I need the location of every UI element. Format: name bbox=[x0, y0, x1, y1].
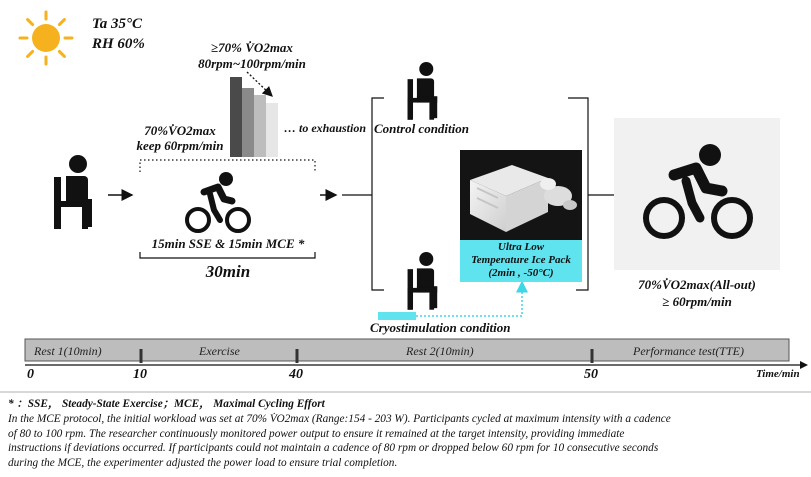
cryo-highlight bbox=[378, 312, 416, 320]
cyclist-icon bbox=[187, 172, 249, 231]
tick-40: 40 bbox=[289, 367, 303, 382]
time-axis-unit: Time/min bbox=[756, 368, 800, 380]
phase-rest-1: Rest 1(10min) bbox=[34, 344, 102, 358]
performance-test-label bbox=[614, 276, 780, 310]
cryo-condition-label: Cryostimulation condition bbox=[370, 320, 511, 335]
ice-pack-label bbox=[460, 241, 582, 280]
ice-pack-photo bbox=[460, 150, 582, 240]
tick-0: 0 bbox=[27, 367, 34, 382]
high-intensity-label bbox=[190, 40, 314, 72]
phase-rest-2: Rest 2(10min) bbox=[406, 344, 474, 358]
seated-person-icon bbox=[408, 62, 438, 120]
ice-pack-line-2: Temperature Ice Pack bbox=[471, 254, 571, 266]
intensity-bar bbox=[230, 77, 242, 157]
steady-state-label bbox=[132, 123, 228, 153]
control-condition-label: Control condition bbox=[374, 121, 469, 136]
tick-50: 50 bbox=[584, 367, 598, 382]
protocol-note-line-2: of 80 to 100 rpm. The researcher continuously monitored power output to ensure it remained at the target intensity, providing immediate bbox=[8, 427, 625, 440]
performance-test-box bbox=[614, 118, 780, 270]
steady-state-vo2: 70%V̇O2max bbox=[144, 123, 216, 138]
seated-person-icon bbox=[54, 155, 92, 229]
intensity-bar bbox=[242, 88, 254, 157]
phase-performance-test: Performance test(TTE) bbox=[633, 344, 744, 358]
exercise-duration: 30min bbox=[205, 262, 251, 281]
ice-pack-line-3: (2min , -50°C) bbox=[488, 267, 554, 279]
high-intensity-cadence: 80rpm~100rpm/min bbox=[198, 56, 306, 71]
environment-conditions bbox=[92, 14, 145, 54]
protocol-note-line-1: In the MCE protocol, the initial workload was set at 70% V̇O2max (Range:154 - 203 W). Participants cycled at maximum intensity with a cadence bbox=[8, 413, 671, 425]
sun-icon bbox=[20, 12, 72, 64]
temperature-label: Ta 35°C bbox=[92, 16, 143, 32]
performance-intensity: 70%V̇O2max(All-out) bbox=[638, 277, 756, 292]
humidity-label: RH 60% bbox=[92, 36, 145, 52]
high-intensity-vo2: ≥70% V̇O2max bbox=[211, 40, 293, 55]
tick-10: 10 bbox=[133, 367, 147, 382]
protocol-note-line-3: instructions if deviations occurred. If participants could not maintain a cadence of 80 rpm or dropped below 60 rpm for 10 consecutive seconds bbox=[8, 442, 659, 454]
performance-cadence: ≥ 60rpm/min bbox=[662, 294, 732, 309]
exhaustion-label: … to exhaustion bbox=[284, 121, 367, 135]
seated-person-icon bbox=[408, 252, 438, 310]
exercise-session-label: 15min SSE & 15min MCE * bbox=[151, 236, 305, 251]
protocol-note-line-4: during the MCE, the experimenter adjusted the power load to ensure trial completion. bbox=[8, 456, 398, 469]
intensity-bar bbox=[254, 95, 266, 157]
steady-state-cadence: keep 60rpm/min bbox=[136, 138, 224, 153]
intensity-bar bbox=[266, 103, 278, 157]
abbreviation-note: * ：SSE， Steady-State Exercise；MCE， Maximal Cycling Effort bbox=[8, 398, 325, 410]
ice-pack-line-1: Ultra Low bbox=[497, 241, 545, 253]
phase-exercise: Exercise bbox=[199, 344, 240, 358]
